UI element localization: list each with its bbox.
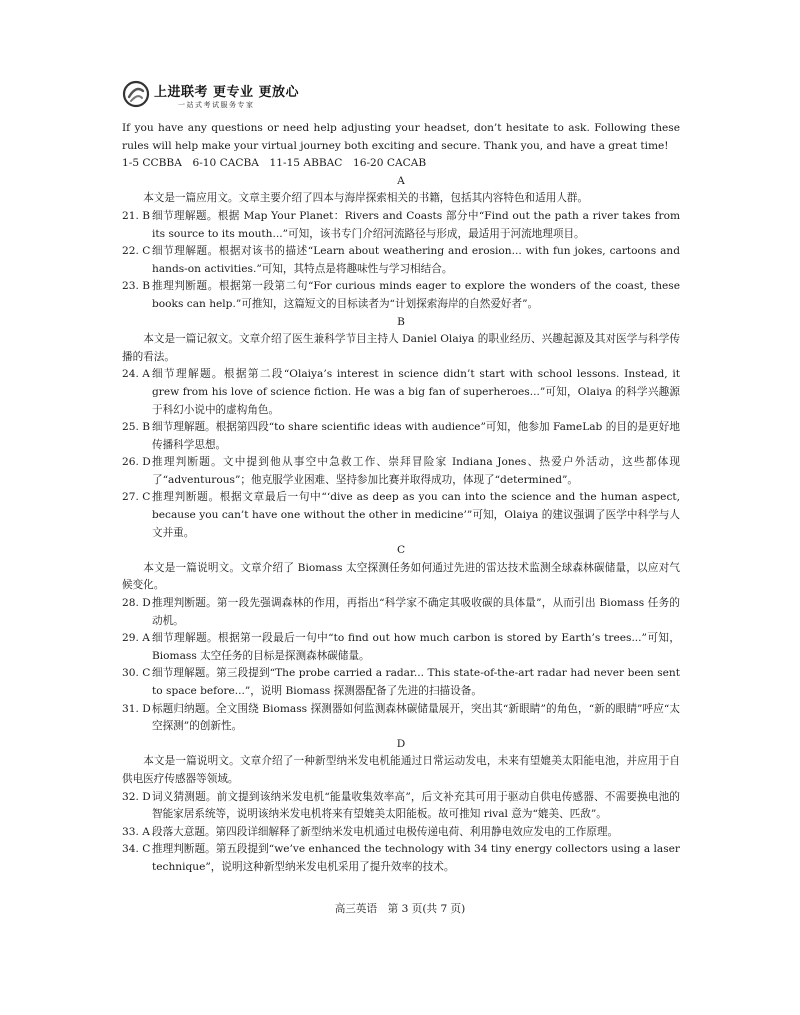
section-letter: B — [397, 315, 405, 328]
item-text: 标题归纳题。全文围绕 Biomass 探测器如何监测森林碳储量展开，突出其“新眼睛”的角色，“新的眼睛”呼应“太空探测”的创新性。 — [152, 702, 680, 733]
item-number: 33. A — [122, 825, 150, 838]
section-letter: A — [397, 174, 405, 187]
item-number: 24. A — [122, 368, 150, 381]
item-number: 23. B — [122, 280, 150, 293]
answer-item — [122, 789, 680, 824]
answer-item — [122, 489, 680, 542]
item-number: 27. C — [122, 491, 151, 504]
item-text: 推理判断题。根据文章最后一句中“‘dive as deep as you can into the science and the human aspect, because you can’t have one without the other in medicine’”可知，Olaiya 的建议强调了医学中科学与人文并重。 — [152, 491, 680, 539]
item-number: 34. C — [122, 843, 151, 856]
item-number: 26. D — [122, 456, 151, 469]
section-summary: 本文是一篇记叙文。文章介绍了医生兼科学节目主持人 Daniel Olaiya 的职业经历、兴趣起源及其对医学与科学传播的看法。 — [122, 333, 680, 363]
item-text: 推理判断题。根据第一段第二句“For curious minds eager to explore the wonders of the coast, these books can help.”可推知，这篇短文的目标读者为“计划探索海岸的自然爱好者”。 — [152, 280, 680, 310]
item-text: 词义猜测题。前文提到该纳米发电机“能量收集效率高”，后文补充其可用于驱动自供电传感器、不需要换电池的智能家居系统等，说明该纳米发电机将来有望媲美太阳能板。故可推知 rival 意为“媲美、匹敌”。 — [152, 790, 680, 821]
item-number: 22. C — [122, 245, 151, 258]
item-number: 29. A — [122, 632, 150, 645]
answer-item — [122, 208, 680, 243]
item-text: 推理判断题。文中提到他从事空中急救工作、崇拜冒险家 Indiana Jones、热爱户外活动，这些都体现了“adventurous”；他克服学业困难、坚持参加比赛并取得成功，体现了“determined”。 — [152, 456, 680, 486]
item-text: 细节理解题。根据第一段最后一句中“to find out how much carbon is stored by Earth’s trees...”可知，Biomass 太空任务的目标是探测森林碳储量。 — [152, 632, 680, 662]
item-text: 细节理解题。根据第二段“Olaiya’s interest in science didn’t start with school lessons. Instead, it grew from his love of science fiction. He was a big fan of superheroes...”可知，Olaiya 的科学兴趣源于科幻小说中的虚构角色。 — [152, 368, 680, 416]
answer-key-content — [122, 120, 680, 877]
answer-item — [122, 366, 680, 419]
item-text: 细节理解题。根据 Map Your Planet：Rivers and Coasts 部分中“Find out the path a river takes from its source to its mouth...”可知，该书专门介绍河流路径与形成，最适用于河流地理项目。 — [152, 209, 680, 240]
item-number: 28. D — [122, 597, 151, 610]
answer-item — [122, 701, 680, 736]
answer-item — [122, 595, 680, 630]
answer-line: 1-5 CCBBA 6-10 CACBA 11-15 ABBAC 16-20 CACAB — [122, 157, 427, 170]
item-text: 段落大意题。第四段详细解释了新型纳米发电机通过电极传递电荷、利用静电效应发电的工作原理。 — [152, 825, 619, 838]
item-number: 32. D — [122, 790, 151, 803]
answer-item — [122, 665, 680, 700]
item-text: 细节理解题。根据第四段“to share scientific ideas with audience”可知，他参加 FameLab 的目的是更好地传播科学思想。 — [152, 421, 680, 451]
answer-item — [122, 454, 680, 489]
page-footer: 高三英语 第 3 页(共 7 页) — [334, 903, 466, 915]
answer-item — [122, 243, 680, 278]
answer-item — [122, 278, 680, 313]
item-text: 推理判断题。第五段提到“we’ve enhanced the technology with 34 tiny energy collectors using a laser technique”，说明这种新型纳米发电机采用了提升效率的技术。 — [152, 843, 680, 873]
item-text: 细节理解题。根据对该书的描述“Learn about weathering and erosion... with fun jokes, cartoons and hands-on activities.”可知，其特点是将趣味性与学习相结合。 — [152, 245, 680, 275]
section-letter: D — [396, 737, 406, 750]
brand-subtitle: 一站式考试服务专家 — [178, 101, 255, 109]
section-letter: C — [396, 544, 406, 557]
item-text: 推理判断题。第一段先强调森林的作用，再指出“科学家不确定其吸收碳的具体量”，从而引出 Biomass 任务的动机。 — [152, 597, 680, 627]
item-number: 31. D — [122, 702, 151, 715]
answer-item — [122, 630, 680, 665]
answer-item — [122, 419, 680, 454]
section-summary: 本文是一篇应用文。文章主要介绍了四本与海岸探索相关的书籍，包括其内容特色和适用人群。 — [143, 192, 589, 205]
answer-item — [122, 841, 680, 876]
item-number: 21. B — [122, 209, 150, 222]
section-summary: 本文是一篇说明文。文章介绍了一种新型纳米发电机能通过日常运动发电，未来有望媲美太阳能电池，并应用于自供电医疗传感器等领域。 — [122, 755, 680, 785]
answer-item — [122, 824, 680, 842]
brand-logo-icon — [122, 80, 150, 108]
section-summary: 本文是一篇说明文。文章介绍了 Biomass 太空探测任务如何通过先进的雷达技术监测全球森林碳储量，以应对气候变化。 — [122, 561, 680, 592]
intro-paragraph: If you have any questions or need help adjusting your headset, don’t hesitate to ask. Following these rules will help make your virtual journey both exciting and secure. Thank you, and have a great time! — [122, 122, 680, 152]
page-header — [122, 78, 300, 114]
item-number: 30. C — [122, 667, 151, 680]
item-number: 25. B — [122, 421, 150, 434]
brand-title: 上进联考 更专业 更放心 — [154, 85, 300, 100]
item-text: 细节理解题。第三段提到“The probe carried a radar... This state-of-the-art radar had never been sent to space before...”，说明 Biomass 探测器配备了先进的扫描设备。 — [152, 667, 680, 697]
